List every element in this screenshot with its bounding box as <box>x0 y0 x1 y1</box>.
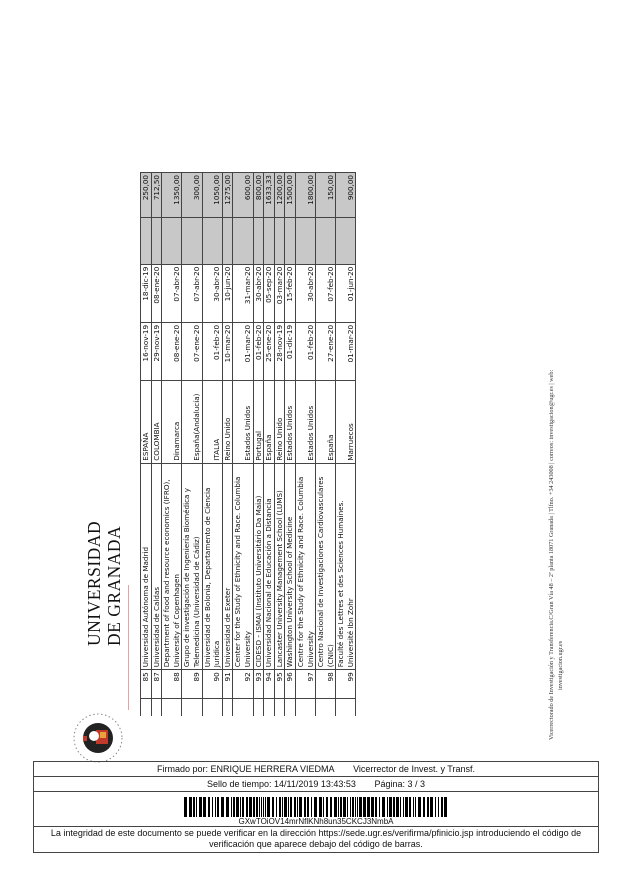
barcode-bar <box>196 797 197 817</box>
amount-cell: 1275,00 <box>222 173 233 218</box>
table-row <box>295 173 315 717</box>
row-lead-cell <box>274 698 285 716</box>
verification-notice: La integridad de este documento se puede verificar en la dirección https://sede.ugr.es/verifirma/pfinicio.jsp introduciendo el código de verificación que aparece debajo del código de barras. <box>50 828 582 849</box>
row-lead-cell <box>182 698 202 716</box>
university-name-line1: UNIVERSIDAD <box>84 520 104 646</box>
data-table <box>140 172 356 716</box>
barcode-bar <box>363 797 366 817</box>
barcode-bar <box>276 797 277 817</box>
barcode <box>184 797 448 817</box>
barcode-bar <box>415 797 416 817</box>
barcode-bar <box>413 797 414 817</box>
row-lead-cell <box>233 698 253 716</box>
amount-cell: 1633,33 <box>264 173 275 218</box>
university-name <box>84 446 124 646</box>
header-divider <box>128 585 129 710</box>
start-date-cell: 25-ene-20 <box>264 322 275 380</box>
barcode-bar <box>367 797 370 817</box>
barcode-bar <box>263 797 264 817</box>
start-date-cell: 07-ene-20 <box>182 322 202 380</box>
side-address <box>547 180 565 740</box>
institution-cell: Universidad de Bolonia, Departamento de Ciencia Jurídica <box>202 463 222 670</box>
barcode-bar <box>184 797 187 817</box>
barcode-bar <box>282 797 283 817</box>
barcode-bar <box>435 797 436 817</box>
barcode-bar <box>441 797 443 817</box>
institution-cell: Lancaster University Management School (LUMS) <box>274 463 285 670</box>
row-number: 85 <box>141 670 152 698</box>
institution-cell: Universidad de Exeter <box>222 463 233 670</box>
table-row <box>202 173 222 717</box>
country-cell: Portugal <box>253 381 264 464</box>
table-row <box>316 173 336 717</box>
institution-cell: Faculté des Lettres et des Sciences Humaines. Université Ibn Zohr <box>336 463 356 670</box>
row-lead-cell <box>151 698 162 716</box>
barcode-bar <box>396 797 399 817</box>
barcode-bar <box>246 797 248 817</box>
barcode-bar <box>340 797 342 817</box>
barcode-bar <box>256 797 258 817</box>
institution-cell: Washington University School of Medicine <box>285 463 296 670</box>
table-row <box>151 173 162 717</box>
amount-cell: 900,00 <box>336 173 356 218</box>
blank-cell <box>233 217 253 264</box>
barcode-bar <box>233 797 235 817</box>
blank-cell <box>295 217 315 264</box>
country-cell: ITALIA <box>202 381 222 464</box>
signature-row <box>34 762 598 777</box>
barcode-bar <box>221 797 224 817</box>
barcode-bar <box>314 797 317 817</box>
barcode-bar <box>430 797 433 817</box>
row-number: 91 <box>222 670 233 698</box>
table-row <box>274 173 285 717</box>
row-number: 90 <box>202 670 222 698</box>
table-row <box>336 173 356 717</box>
signed-by: Firmado por: ENRIQUE HERRERA VIEDMA <box>157 764 335 774</box>
row-lead-cell <box>141 698 152 716</box>
end-date-cell: 08-ene-20 <box>151 264 162 322</box>
country-cell: España <box>264 381 275 464</box>
barcode-bar <box>319 797 322 817</box>
barcode-bar <box>347 797 348 817</box>
barcode-bar <box>379 797 380 817</box>
barcode-bar <box>288 797 289 817</box>
country-cell: Dinamarca <box>162 381 182 464</box>
end-date-cell: 03-mar-20 <box>274 264 285 322</box>
barcode-bar <box>359 797 362 817</box>
row-lead-cell <box>264 698 275 716</box>
row-number: 89 <box>182 670 202 698</box>
institution-cell: Grupo de investigación de Ingeniería Biomédica y Telemedicina (Universidad de Cádiz) <box>182 463 202 670</box>
end-date-cell: 07-abr-20 <box>162 264 182 322</box>
barcode-bar <box>334 797 337 817</box>
barcode-bar <box>389 797 392 817</box>
end-date-cell: 05-sep-20 <box>264 264 275 322</box>
table-row <box>162 173 182 717</box>
amount-cell: 800,00 <box>253 173 264 218</box>
verification-code: GXwTOiOV14mrNflKNh8un35CKCJ3NmbA <box>238 817 394 826</box>
blank-cell <box>162 217 182 264</box>
barcode-bar <box>427 797 429 817</box>
barcode-bar <box>199 797 202 817</box>
barcode-bar <box>290 797 292 817</box>
row-number: 95 <box>274 670 285 698</box>
barcode-bar <box>267 797 270 817</box>
end-date-cell: 18-dic-19 <box>141 264 152 322</box>
amount-cell: 1200,00 <box>274 173 285 218</box>
end-date-cell: 01-jun-20 <box>336 264 356 322</box>
barcode-bar <box>357 797 358 817</box>
blank-cell <box>151 217 162 264</box>
row-number: 98 <box>316 670 336 698</box>
barcode-bar <box>400 797 401 817</box>
country-cell: Marruecos <box>336 381 356 464</box>
country-cell: Reino Unido <box>222 381 233 464</box>
side-address-line1: Vicerrectorado de Investigación y Transferencia.C/Gran Vía 48 – 2ª planta 18071 Granada | Tlfno. +34 243008 | correos: investigacion@ugr.es | web: <box>548 369 555 740</box>
amount-cell: 600,00 <box>233 173 253 218</box>
blank-cell <box>264 217 275 264</box>
table-row <box>253 173 264 717</box>
barcode-bar <box>299 797 302 817</box>
country-cell: COLOMBIA <box>151 381 162 464</box>
start-date-cell: 01-feb-20 <box>253 322 264 380</box>
institution-cell: Department of food and resource economics (IFRO), University of Copenhagen <box>162 463 182 670</box>
row-number: 88 <box>162 670 182 698</box>
row-lead-cell <box>336 698 356 716</box>
row-lead-cell <box>295 698 315 716</box>
table-row <box>222 173 233 717</box>
barcode-bar <box>259 797 260 817</box>
barcode-bar <box>387 797 388 817</box>
amount-cell: 1050,00 <box>202 173 222 218</box>
country-cell: España(Andalucía) <box>182 381 202 464</box>
barcode-row <box>34 792 598 827</box>
barcode-bar <box>236 797 239 817</box>
barcode-bar <box>261 797 262 817</box>
country-cell: Estados Unidos <box>233 381 253 464</box>
barcode-bar <box>409 797 411 817</box>
barcode-bar <box>279 797 281 817</box>
country-cell: Reino Unido <box>274 381 285 464</box>
barcode-bar <box>326 797 328 817</box>
barcode-bar <box>375 797 377 817</box>
barcode-bar <box>294 797 296 817</box>
start-date-cell: 01-feb-20 <box>202 322 222 380</box>
end-date-cell: 10-jun-20 <box>222 264 233 322</box>
row-lead-cell <box>222 698 233 716</box>
barcode-bar <box>193 797 195 817</box>
row-number: 97 <box>295 670 315 698</box>
country-cell: ESPAÑA <box>141 381 152 464</box>
row-lead-cell <box>285 698 296 716</box>
barcode-bar <box>307 797 309 817</box>
start-date-cell: 16-nov-19 <box>141 322 152 380</box>
institution-cell: Universidad de Caldas <box>151 463 162 670</box>
end-date-cell: 07-feb-20 <box>316 264 336 322</box>
amount-cell: 1350,00 <box>162 173 182 218</box>
blank-cell <box>253 217 264 264</box>
blank-cell <box>141 217 152 264</box>
amount-cell: 150,00 <box>316 173 336 218</box>
amount-cell: 1500,00 <box>285 173 296 218</box>
institution-cell: Universidad Nacional de Educación a Distancia <box>264 463 275 670</box>
country-cell: Estados Unidos <box>295 381 315 464</box>
signature-footer <box>33 761 599 853</box>
start-date-cell: 01-mar-20 <box>336 322 356 380</box>
barcode-bar <box>423 797 425 817</box>
timestamp-row <box>34 777 598 792</box>
barcode-bar <box>297 797 298 817</box>
start-date-cell: 01-feb-20 <box>295 322 315 380</box>
end-date-cell: 31-mar-20 <box>233 264 253 322</box>
barcode-bar <box>311 797 312 817</box>
amount-cell: 712,50 <box>151 173 162 218</box>
barcode-bar <box>242 797 244 817</box>
country-cell: España <box>316 381 336 464</box>
row-number: 94 <box>264 670 275 698</box>
barcode-bar <box>330 797 332 817</box>
barcode-bar <box>323 797 324 817</box>
row-number: 96 <box>285 670 296 698</box>
start-date-cell: 01-mar-20 <box>233 322 253 380</box>
amount-cell: 300,00 <box>182 173 202 218</box>
barcode-bar <box>217 797 219 817</box>
blank-cell <box>274 217 285 264</box>
barcode-bar <box>249 797 252 817</box>
start-date-cell: 01-dic-19 <box>285 322 296 380</box>
signer-role: Vicerrector de Invest. y Transf. <box>353 764 475 774</box>
barcode-bar <box>272 797 274 817</box>
barcode-bar <box>231 797 232 817</box>
row-number: 87 <box>151 670 162 698</box>
institution-cell: Centro Nacional de Investigaciones Cardiovasculares (CNIC) <box>316 463 336 670</box>
barcode-bar <box>371 797 374 817</box>
row-number: 99 <box>336 670 356 698</box>
blank-cell <box>316 217 336 264</box>
barcode-bar <box>382 797 385 817</box>
barcode-bar <box>304 797 306 817</box>
institution-cell: CIDESD - ISMAI (Instituto Universitário Da Maia) <box>253 463 264 670</box>
barcode-bar <box>338 797 339 817</box>
row-lead-cell <box>316 698 336 716</box>
barcode-bar <box>393 797 395 817</box>
barcode-bar <box>444 797 447 817</box>
blank-cell <box>202 217 222 264</box>
blank-cell <box>336 217 356 264</box>
barcode-bar <box>189 797 192 817</box>
row-number: 92 <box>233 670 253 698</box>
barcode-bar <box>343 797 346 817</box>
row-number: 93 <box>253 670 264 698</box>
start-date-cell: 27-ene-20 <box>316 322 336 380</box>
table-row <box>264 173 275 717</box>
end-date-cell: 30-abr-20 <box>253 264 264 322</box>
row-lead-cell <box>202 698 222 716</box>
table-row <box>182 173 202 717</box>
start-date-cell: 08-ene-20 <box>162 322 182 380</box>
barcode-bar <box>284 797 287 817</box>
amount-cell: 250,00 <box>141 173 152 218</box>
country-cell: Estados Unidos <box>285 381 296 464</box>
blank-cell <box>182 217 202 264</box>
timestamp: Sello de tiempo: 14/11/2019 13:43:53 <box>206 779 356 789</box>
barcode-bar <box>418 797 421 817</box>
barcode-bar <box>208 797 210 817</box>
institution-cell: Centre for the Study of Ethnicity and Race. Columbia University <box>295 463 315 670</box>
institution-cell: Center for the Study of Ethnicity and Race. Columbia University <box>233 463 253 670</box>
barcode-bar <box>253 797 255 817</box>
row-lead-cell <box>253 698 264 716</box>
university-name-line2: DE GRANADA <box>104 525 124 646</box>
barcode-bar <box>352 797 354 817</box>
row-lead-cell <box>162 698 182 716</box>
blank-cell <box>222 217 233 264</box>
barcode-bar <box>403 797 404 817</box>
end-date-cell: 07-abr-20 <box>182 264 202 322</box>
table-row <box>285 173 296 717</box>
amount-cell: 1800,00 <box>295 173 315 218</box>
barcode-bar <box>215 797 216 817</box>
barcode-bar <box>355 797 356 817</box>
table-row <box>233 173 253 717</box>
page-number: Página: 3 / 3 <box>374 779 425 789</box>
barcode-bar <box>240 797 241 817</box>
table-row <box>141 173 152 717</box>
barcode-bar <box>226 797 229 817</box>
end-date-cell: 15-feb-20 <box>285 264 296 322</box>
institution-cell: Universidad Autónoma de Madrid <box>141 463 152 670</box>
start-date-cell: 29-nov-19 <box>151 322 162 380</box>
end-date-cell: 30-abr-20 <box>202 264 222 322</box>
barcode-bar <box>265 797 266 817</box>
barcode-bar <box>438 797 439 817</box>
barcode-bar <box>212 797 213 817</box>
barcode-bar <box>405 797 408 817</box>
start-date-cell: 10-mar-20 <box>222 322 233 380</box>
blank-cell <box>285 217 296 264</box>
start-date-cell: 28-nov-19 <box>274 322 285 380</box>
side-address-line2: investigacion.ugr.es <box>557 640 564 690</box>
university-seal-icon <box>72 712 124 764</box>
barcode-bar <box>203 797 206 817</box>
barcode-bar <box>350 797 351 817</box>
end-date-cell: 30-abr-20 <box>295 264 315 322</box>
